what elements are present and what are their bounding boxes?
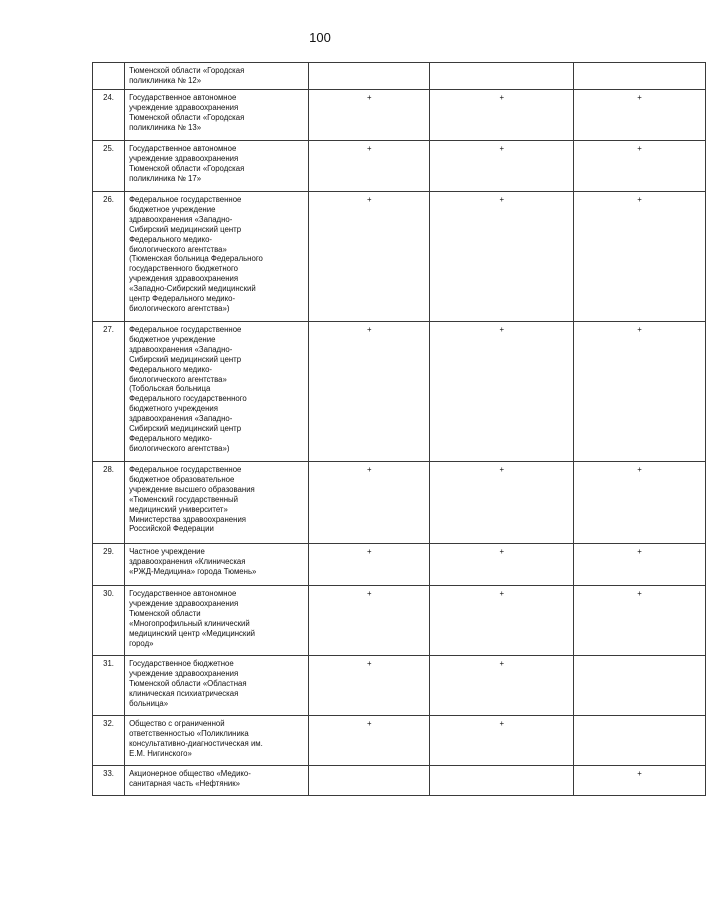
row-number: 25.: [93, 141, 125, 192]
table-row: [93, 656, 706, 716]
institution-name: Общество с ограниченной ответственностью «Поликлиника консультативно-диагностическая им. Е.М. Нигинского»: [125, 716, 309, 766]
table-row: [93, 586, 706, 656]
table-row: [93, 544, 706, 586]
mark-col-2: +: [430, 322, 574, 462]
table-row: [93, 766, 706, 796]
mark-col-1: [309, 766, 430, 796]
table-row: [93, 90, 706, 141]
row-number: 28.: [93, 462, 125, 544]
mark-col-3: +: [574, 322, 706, 462]
mark-col-1: +: [309, 544, 430, 586]
mark-col-1: +: [309, 322, 430, 462]
page-number: 100: [309, 30, 331, 45]
mark-col-3: +: [574, 462, 706, 544]
mark-col-1: +: [309, 141, 430, 192]
row-number: 29.: [93, 544, 125, 586]
mark-col-1: +: [309, 462, 430, 544]
institution-name: Государственное бюджетное учреждение здравоохранения Тюменской области «Областная клиническая психиатрическая больница»: [125, 656, 309, 716]
mark-col-2: +: [430, 716, 574, 766]
mark-col-1: +: [309, 586, 430, 656]
row-number: 30.: [93, 586, 125, 656]
mark-col-2: [430, 63, 574, 90]
mark-col-3: +: [574, 544, 706, 586]
mark-col-1: [309, 63, 430, 90]
institution-name: Федеральное государственное бюджетное учреждение здравоохранения «Западно- Сибирский медицинский центр Федерального медико- биологического агентства» (Тюменская больница Федерального государственного бюджетного учреждения здравоохранения «Западно-Сибирский медицинский центр Федерального медико- биологического агентства»): [125, 192, 309, 322]
row-number: 26.: [93, 192, 125, 322]
institution-name: Государственное автономное учреждение здравоохранения Тюменской области «Городская поликлиника № 13»: [125, 90, 309, 141]
mark-col-2: +: [430, 141, 574, 192]
mark-col-1: +: [309, 90, 430, 141]
mark-col-3: +: [574, 192, 706, 322]
institution-name: Частное учреждение здравоохранения «Клиническая «РЖД-Медицина» города Тюмень»: [125, 544, 309, 586]
table-row: [93, 462, 706, 544]
institution-name: Акционерное общество «Медико- санитарная часть «Нефтяник»: [125, 766, 309, 796]
row-number: 32.: [93, 716, 125, 766]
table-row: [93, 322, 706, 462]
mark-col-3: +: [574, 586, 706, 656]
mark-col-2: +: [430, 462, 574, 544]
mark-col-2: +: [430, 586, 574, 656]
mark-col-2: +: [430, 90, 574, 141]
mark-col-3: [574, 656, 706, 716]
mark-col-1: +: [309, 656, 430, 716]
mark-col-3: [574, 63, 706, 90]
institution-name: Тюменской области «Городская поликлиника № 12»: [125, 63, 309, 90]
table-row: [93, 63, 706, 90]
institution-name: Государственное автономное учреждение здравоохранения Тюменской области «Городская поликлиника № 17»: [125, 141, 309, 192]
mark-col-2: +: [430, 192, 574, 322]
mark-col-3: +: [574, 141, 706, 192]
mark-col-2: [430, 766, 574, 796]
mark-col-3: [574, 716, 706, 766]
institution-name: Федеральное государственное бюджетное учреждение здравоохранения «Западно- Сибирский медицинский центр Федерального медико- биологического агентства» (Тобольская больница Федерального государственного бюджетного учреждения здравоохранения «Западно- Сибирский медицинский центр Федерального медико- биологического агентства»): [125, 322, 309, 462]
table-row: [93, 141, 706, 192]
row-number: 24.: [93, 90, 125, 141]
mark-col-2: +: [430, 656, 574, 716]
mark-col-3: +: [574, 90, 706, 141]
mark-col-3: +: [574, 766, 706, 796]
table-row: [93, 192, 706, 322]
row-number: [93, 63, 125, 90]
institution-name: Федеральное государственное бюджетное образовательное учреждение высшего образования «Тюменский государственный медицинский университет» Министерства здравоохранения Российской Федерации: [125, 462, 309, 544]
table-row: [93, 716, 706, 766]
institution-name: Государственное автономное учреждение здравоохранения Тюменской области «Многопрофильный клинический медицинский центр «Медицинский город»: [125, 586, 309, 656]
institutions-table: [92, 62, 706, 796]
mark-col-1: +: [309, 192, 430, 322]
mark-col-2: +: [430, 544, 574, 586]
mark-col-1: +: [309, 716, 430, 766]
row-number: 31.: [93, 656, 125, 716]
row-number: 33.: [93, 766, 125, 796]
row-number: 27.: [93, 322, 125, 462]
